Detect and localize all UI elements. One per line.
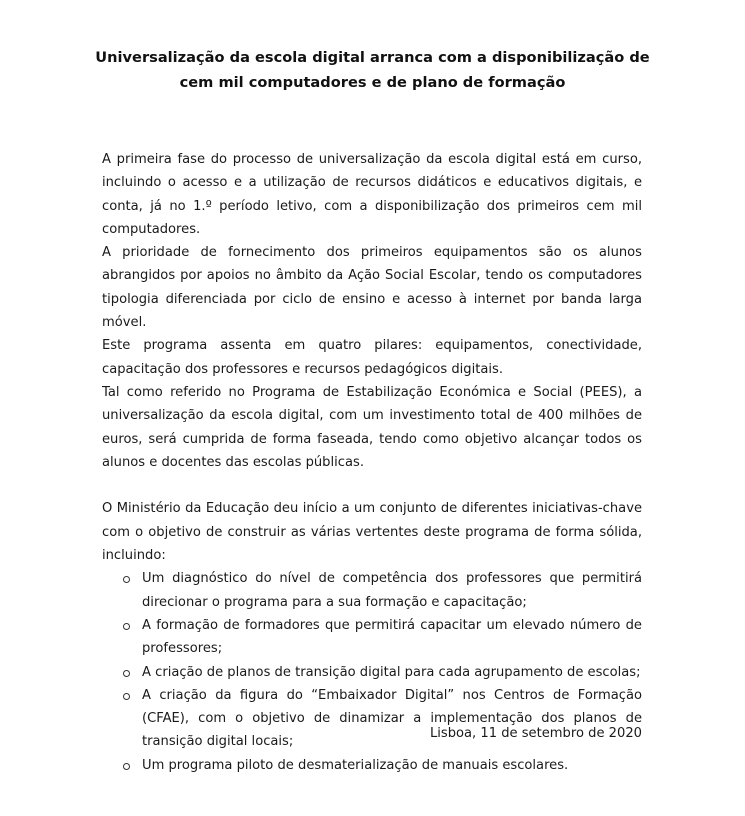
paragraph: A prioridade de fornecimento dos primeiros equipamentos são os alunos abrangidos por apoios no âmbito da Ação Social Escolar, tendo os computadores tipologia diferenciada por ciclo de ensino e acesso à internet por banda larga móvel. [102,245,642,331]
circle-bullet-icon [123,670,130,677]
initiatives-list [102,567,642,777]
circle-bullet-icon [123,576,130,583]
list-item-text: A criação da figura do “Embaixador Digital” nos Centros de Formação (CFAE), com o objetivo de dinamizar a implementação dos planos de transição digital locais; [142,687,642,750]
list-item [102,614,642,661]
circle-bullet-icon [123,623,130,630]
list-item-text: A formação de formadores que permitirá capacitar um elevado número de professores; [142,617,642,657]
list-item-text: Um programa piloto de desmaterialização de manuais escolares. [142,757,569,773]
list-item [102,754,642,777]
circle-bullet-icon [123,693,130,700]
paragraph-spacer [102,474,642,497]
paragraph: Este programa assenta em quatro pilares: equipamentos, conectividade, capacitação dos professores e recursos pedagógicos digitais. [102,338,642,377]
document-title: Universalização da escola digital arranca com a disponibilização de cem mil computadores e de plano de formação [95,49,650,91]
list-item-text: A criação de planos de transição digital para cada agrupamento de escolas; [142,664,641,680]
list-item [102,661,642,684]
paragraph: Tal como referido no Programa de Estabilização Económica e Social (PEES), a universalização da escola digital, com um investimento total de 400 milhões de euros, será cumprida de forma faseada, tendo como objetivo alcançar todos os alunos e docentes das escolas públicas. [102,384,642,470]
paragraph: A primeira fase do processo de universalização da escola digital está em curso, incluindo o acesso e a utilização de recursos didáticos e educativos digitais, e conta, já no 1.º período letivo, com a disponibilização dos primeiros cem mil computadores. [102,152,642,237]
intro-paragraph: O Ministério da Educação deu início a um conjunto de diferentes iniciativas-chave com o objetivo de construir as várias vertentes deste programa de forma sólida, incluindo: [102,501,642,564]
list-item-text: Um diagnóstico do nível de competência dos professores que permitirá direcionar o programa para a sua formação e capacitação; [142,571,642,610]
document-date: Lisboa, 11 de setembro de 2020 [429,726,642,741]
document-body [102,148,642,777]
circle-bullet-icon [123,763,130,770]
list-item [102,567,642,614]
